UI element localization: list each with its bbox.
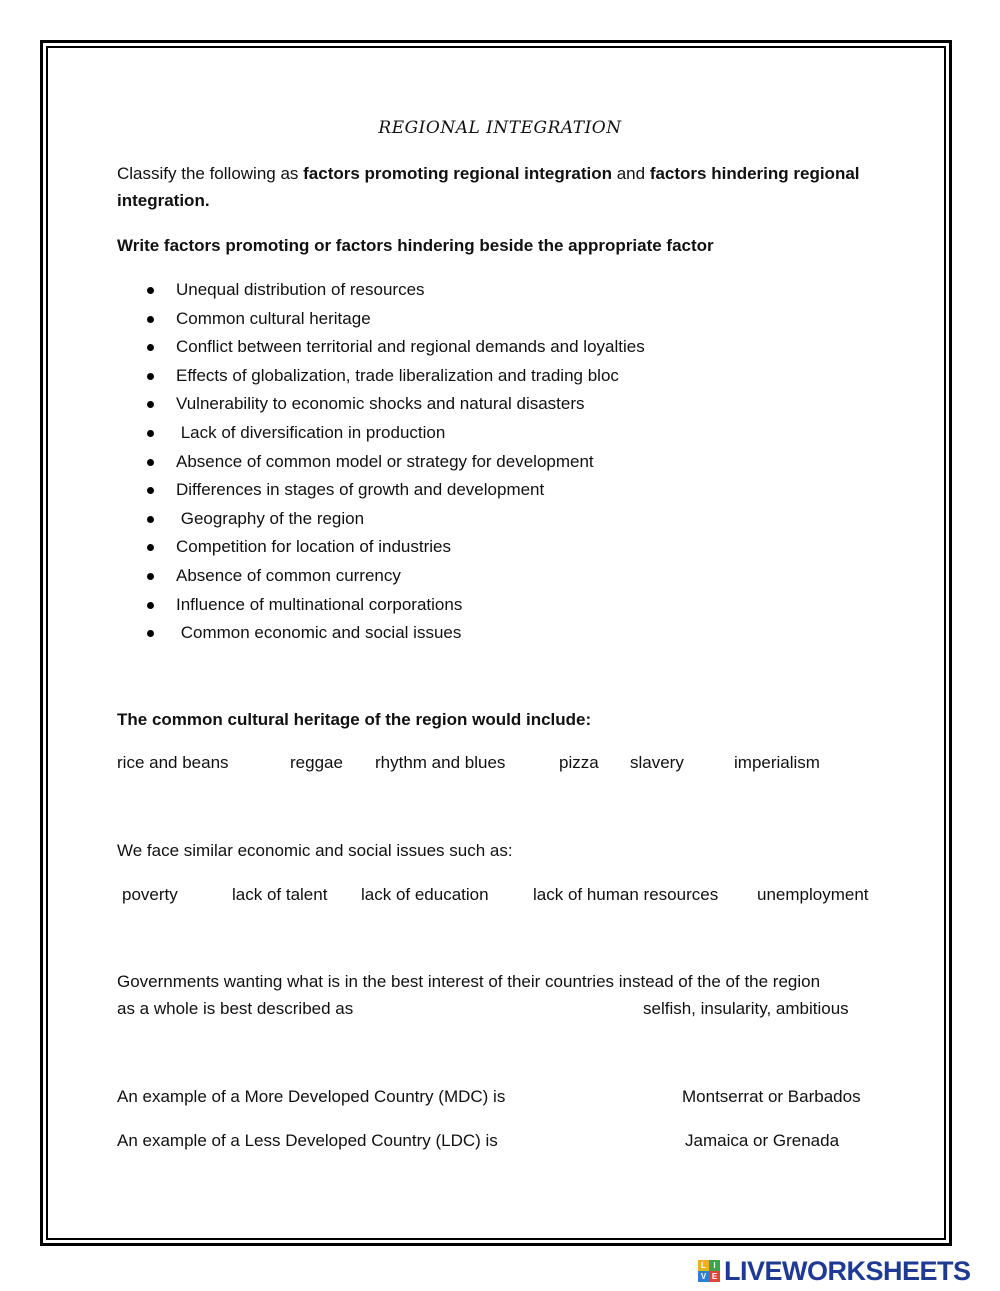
factor-text: Effects of globalization, trade liberalization and trading bloc — [176, 365, 619, 385]
factor-text: Absence of common currency — [176, 565, 401, 585]
heritage-option[interactable]: imperialism — [734, 753, 820, 772]
ldc-options[interactable]: Jamaica or Grenada — [685, 1131, 840, 1150]
heritage-option[interactable]: pizza — [559, 753, 599, 772]
badge-letter: I — [709, 1260, 720, 1271]
factor-text: Geography of the region — [176, 508, 365, 528]
factor-item — [117, 476, 645, 505]
factor-item — [117, 533, 645, 562]
factor-item — [117, 333, 645, 362]
governments-question-line1: Governments wanting what is in the best interest of their countries instead of the of the region — [117, 972, 821, 991]
factor-text: Absence of common model or strategy for development — [176, 451, 594, 471]
factor-item — [117, 619, 645, 648]
factor-item — [117, 390, 645, 419]
factor-item — [117, 505, 645, 534]
bullet-icon — [147, 373, 154, 380]
factor-item — [117, 448, 645, 477]
factor-text: Competition for location of industries — [176, 537, 451, 557]
bullet-icon — [147, 316, 154, 323]
bullet-icon — [147, 573, 154, 580]
instruction-bold-promoting: factors promoting regional integration — [303, 164, 612, 183]
issues-option[interactable]: poverty — [122, 885, 178, 904]
bullet-icon — [147, 487, 154, 494]
bullet-icon — [147, 344, 154, 351]
instruction-text-2: and — [612, 164, 650, 183]
bullet-icon — [147, 516, 154, 523]
factor-item — [117, 362, 645, 391]
classification-instruction — [117, 160, 887, 214]
liveworksheets-logo — [698, 1255, 971, 1286]
factor-item — [117, 419, 645, 448]
factor-item — [117, 276, 645, 305]
factor-text: Lack of diversification in production — [176, 422, 446, 442]
ldc-question: An example of a Less Developed Country (LDC) is — [117, 1131, 498, 1150]
governments-options[interactable]: selfish, insularity, ambitious — [643, 999, 849, 1018]
bullet-icon — [147, 401, 154, 408]
bullet-icon — [147, 430, 154, 437]
heritage-option[interactable]: slavery — [630, 753, 684, 772]
issues-option[interactable]: lack of human resources — [533, 885, 719, 904]
heritage-option[interactable]: rice and beans — [117, 753, 229, 772]
factor-text: Influence of multinational corporations — [176, 594, 463, 614]
mdc-question: An example of a More Developed Country (MDC) is — [117, 1087, 506, 1106]
instruction-text-1: Classify the following as — [117, 164, 304, 183]
factor-text: Conflict between territorial and regional demands and loyalties — [176, 337, 645, 357]
mdc-options[interactable]: Montserrat or Barbados — [682, 1087, 861, 1106]
instruction-bold-hindering: factors hindering regional integration. — [117, 164, 860, 210]
bullet-icon — [147, 630, 154, 637]
issues-question: We face similar economic and social issues such as: — [117, 841, 513, 860]
factor-list — [117, 276, 645, 648]
factor-text: Differences in stages of growth and development — [176, 480, 545, 500]
issues-option[interactable]: unemployment — [757, 885, 869, 904]
factor-item — [117, 562, 645, 591]
bullet-icon — [147, 602, 154, 609]
heritage-question: The common cultural heritage of the region would include: — [117, 710, 592, 729]
bullet-icon — [147, 544, 154, 551]
heritage-option[interactable]: rhythm and blues — [375, 753, 506, 772]
factor-text: Vulnerability to economic shocks and natural disasters — [176, 394, 585, 414]
factor-item — [117, 591, 645, 620]
logo-text: LIVEWORKSHEETS — [724, 1255, 971, 1286]
badge-letter: V — [698, 1271, 709, 1282]
document-title: REGIONAL INTEGRATION — [378, 118, 622, 138]
factor-text: Common cultural heritage — [176, 308, 371, 328]
governments-question-line2: as a whole is best described as — [117, 999, 354, 1018]
factor-item — [117, 305, 645, 334]
issues-option[interactable]: lack of talent — [232, 885, 328, 904]
factor-text: Common economic and social issues — [176, 623, 462, 643]
bullet-icon — [147, 287, 154, 294]
factor-text: Unequal distribution of resources — [176, 280, 425, 299]
heritage-option[interactable]: reggae — [290, 753, 343, 772]
sub-instruction: Write factors promoting or factors hindering beside the appropriate factor — [117, 236, 714, 255]
logo-badge-icon — [698, 1260, 720, 1282]
badge-letter: E — [709, 1271, 720, 1282]
bullet-icon — [147, 459, 154, 466]
badge-letter: L — [698, 1260, 709, 1271]
issues-option[interactable]: lack of education — [361, 885, 489, 904]
